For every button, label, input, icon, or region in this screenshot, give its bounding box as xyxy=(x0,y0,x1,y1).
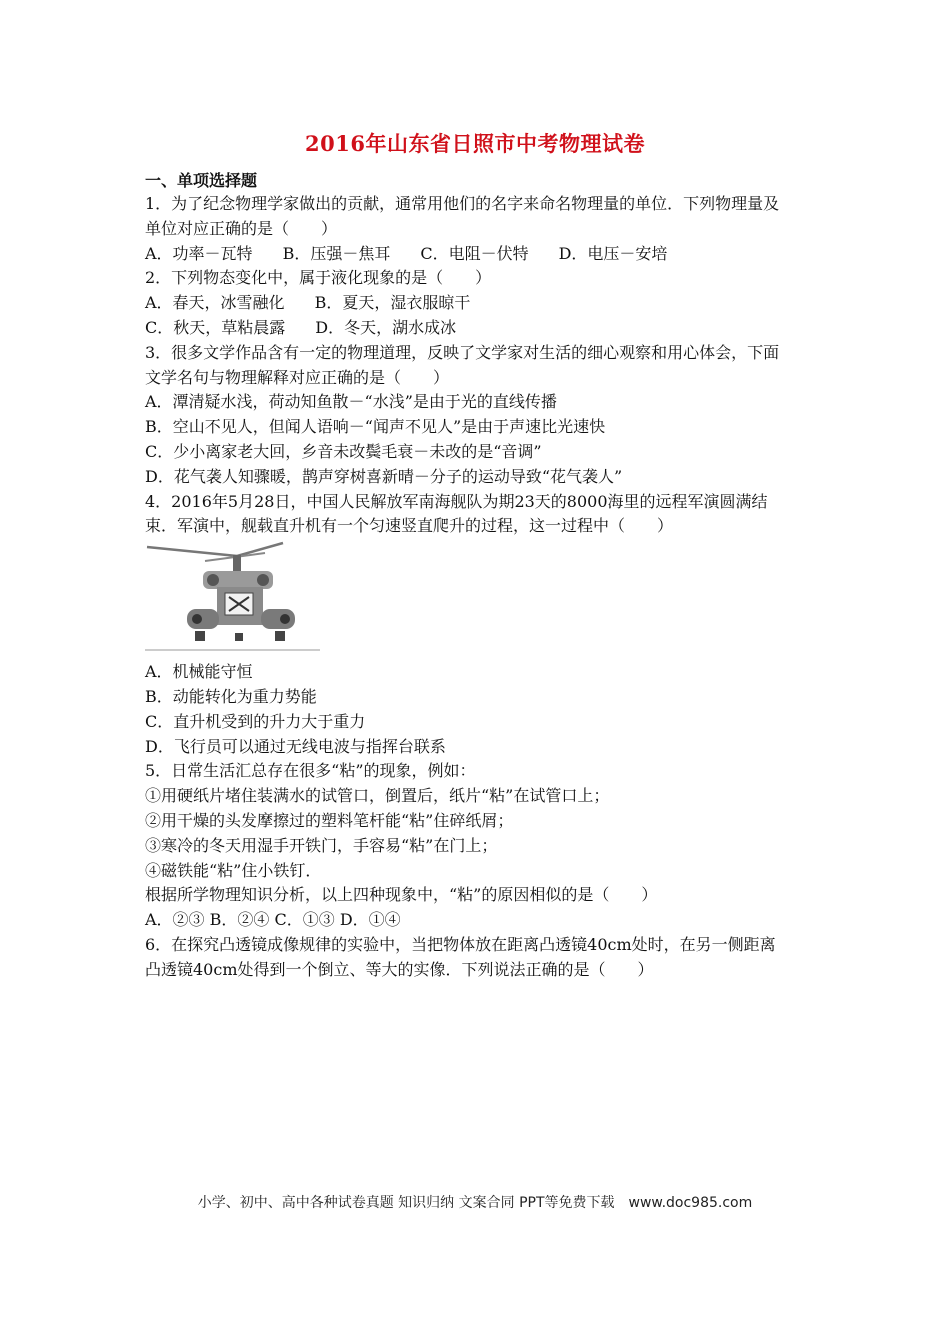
q4-option-b: B．动能转化为重力势能 xyxy=(145,686,317,706)
q3-stem-line2: 文学名句与物理解释对应正确的是（ ） xyxy=(145,367,450,387)
q5-question: 根据所学物理知识分析，以上四种现象中，“粘”的原因相似的是（ ） xyxy=(145,885,658,905)
q6-stem-line2: 凸透镜40cm处得到一个倒立、等大的实像．下列说法正确的是（ ） xyxy=(145,959,654,979)
q2-option-a: A．春天，冰雪融化 xyxy=(145,293,285,313)
q1-option-d: D．电压－安培 xyxy=(558,243,668,263)
q1-option-c: C．电阻－伏特 xyxy=(420,243,529,263)
q3-option-a: A．潭清疑水浅，荷动知鱼散－“水浅”是由于光的直线传播 xyxy=(145,392,557,412)
q1-option-a: A．功率－瓦特 xyxy=(145,243,253,263)
q4-stem-line2: 束．军演中，舰载直升机有一个匀速竖直爬升的过程，这一过程中（ ） xyxy=(145,516,674,536)
q5-stem: 5．日常生活汇总存在很多“粘”的现象，例如： xyxy=(145,761,476,781)
q1-options xyxy=(145,242,810,267)
q4-stem-line1: 4．2016年5月28日，中国人民解放军南海舰队为期23天的8000海里的远程军演圆满结 xyxy=(145,491,768,511)
q4-option-a: A．机械能守恒 xyxy=(145,662,253,682)
q2-stem: 2．下列物态变化中，属于液化现象的是（ ） xyxy=(145,268,492,288)
q3-stem-line1: 3．很多文学作品含有一定的物理道理，反映了文学家对生活的细心观察和用心体会，下面 xyxy=(145,342,780,362)
section-heading: 一、单项选择题 xyxy=(145,171,258,190)
helicopter-image xyxy=(145,541,320,654)
q6-stem-line1: 6．在探究凸透镜成像规律的实验中，当把物体放在距离凸透镜40cm处时，在另一侧距离 xyxy=(145,934,776,954)
page-title: 2016年山东省日照市中考物理试卷 xyxy=(305,131,645,156)
q5-options: A．②③ B．②④ C．①③ D．①④ xyxy=(145,910,401,930)
helicopter-figure xyxy=(145,541,320,654)
q3-option-d: D．花气袭人知骤暖，鹊声穿树喜新晴－分子的运动导致“花气袭人” xyxy=(145,466,623,486)
page-footer: 小学、初中、高中各种试卷真题 知识归纳 文案合同 PPT等免费下载 www.doc985.com xyxy=(197,1195,753,1211)
q2-option-b: B．夏天，湿衣服晾干 xyxy=(314,293,471,313)
q4-option-c: C．直升机受到的升力大于重力 xyxy=(145,711,366,731)
q4-option-d: D．飞行员可以通过无线电波与指挥台联系 xyxy=(145,736,446,756)
q3-option-b: B．空山不见人，但闻人语响－“闻声不见人”是由于声速比光速快 xyxy=(145,417,606,437)
q5-item-1: ①用硬纸片堵住装满水的试管口，倒置后，纸片“粘”在试管口上； xyxy=(145,786,610,806)
q1-stem-line2: 单位对应正确的是（ ） xyxy=(145,218,338,238)
q2-option-c: C．秋天，草粘晨露 xyxy=(145,317,286,337)
q5-item-4: ④磁铁能“粘”住小铁钉． xyxy=(145,860,322,880)
q2-option-d: D．冬天，湖水成冰 xyxy=(315,317,457,337)
question-list xyxy=(145,192,810,983)
q5-item-3: ③寒冷的冬天用湿手开铁门，手容易“粘”在门上； xyxy=(145,835,498,855)
q5-item-2: ②用干燥的头发摩擦过的塑料笔杆能“粘”住碎纸屑； xyxy=(145,810,514,830)
q3-option-c: C．少小离家老大回，乡音未改鬓毛衰－未改的是“音调” xyxy=(145,441,542,461)
q1-stem-line1: 1．为了纪念物理学家做出的贡献，通常用他们的名字来命名物理量的单位．下列物理量及 xyxy=(145,194,780,213)
q2-options-row1 xyxy=(145,291,810,316)
q1-option-b: B．压强－焦耳 xyxy=(282,243,391,263)
q2-options-row2 xyxy=(145,316,810,341)
